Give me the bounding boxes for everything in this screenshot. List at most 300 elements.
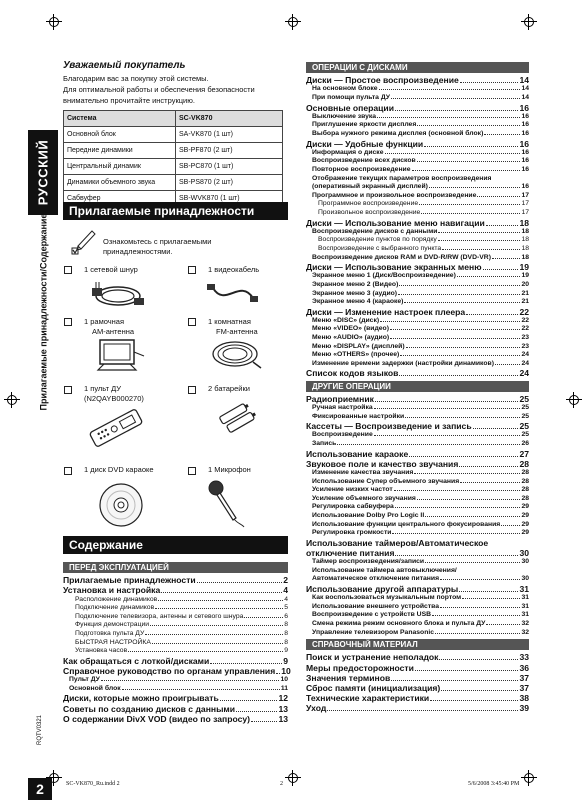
toc-leader (391, 680, 518, 681)
toc-entry-page: 8 (284, 621, 288, 629)
toc-entry (306, 139, 529, 149)
toc-entry-page: 16 (521, 157, 529, 165)
toc-entry-page: 31 (521, 611, 529, 619)
toc-entry-title: Меню «DISPLAY» (дисплей) (312, 342, 405, 350)
toc-leader (390, 329, 520, 330)
toc-entry (306, 538, 529, 548)
toc-leader (236, 711, 277, 712)
toc-entry-title: Меню «AUDIO» (аудио) (312, 334, 390, 342)
toc-entry-title: Меню «DISC» (диск) (312, 316, 380, 324)
toc-entry-title: Значения терминов (306, 672, 391, 683)
toc-entry (306, 693, 529, 703)
toc-entry-title: Использование Супер объемного звучания (312, 477, 460, 485)
toc-entry-page: 23 (521, 334, 529, 342)
toc-entry-page: 31 (521, 602, 529, 610)
toc-entry (306, 281, 529, 290)
table-row: Основной блок SA-VK870 (1 шт) (64, 127, 283, 143)
toc-entry-page: 25 (521, 431, 529, 439)
toc-entry (306, 368, 529, 378)
toc-entry (63, 630, 288, 639)
toc-entry (306, 298, 529, 307)
checkbox[interactable] (64, 266, 72, 274)
toc-entry-title: Воспроизведение всех дисков (312, 157, 416, 165)
footer-date: 5/6/2008 3:45:40 PM (468, 781, 520, 787)
toc-entry (306, 103, 529, 113)
toc-entry-page: 21 (521, 298, 529, 306)
toc-entry-title: Регулировка сабвуфера (312, 503, 394, 511)
toc-leader (501, 525, 520, 526)
checkbox[interactable] (64, 386, 72, 394)
accessory-label: 1 видеокабель (208, 265, 260, 274)
toc-entry-title: Уход (306, 703, 327, 714)
toc-entry (63, 656, 288, 666)
toc-entry-title: Ручная настройка (312, 404, 373, 412)
checkbox[interactable] (64, 467, 72, 475)
toc-entry (306, 469, 529, 478)
toc-leader (395, 555, 518, 556)
toc-leader (459, 466, 518, 467)
toc-entry-title: Звуковое поле и качество звучания (306, 458, 459, 469)
toc-entry-page: 18 (521, 227, 529, 235)
toc-entry-title: Воспроизведение дисков RAM и DVD-R/RW (DVD-VR) (312, 253, 491, 261)
toc-entry-page: 31 (519, 583, 529, 594)
toc-leader (466, 314, 518, 315)
toc-entry-page: 17 (521, 200, 529, 208)
toc-leader (150, 625, 283, 626)
accessories-note: Ознакомьтесь с прилагаемыми принадлежностями. (103, 237, 212, 256)
toc-entry-page: 18 (519, 217, 529, 228)
toc-entry (306, 94, 529, 103)
toc-leader (128, 651, 283, 652)
toc-entry-title: (оперативный экранный дисплей) (312, 183, 428, 191)
toc-entry-page: 32 (521, 619, 529, 627)
toc-entry-page: 26 (521, 440, 529, 448)
checkbox[interactable] (188, 386, 196, 394)
toc-entry (306, 175, 529, 184)
toc-entry-title: Пульт ДУ (69, 676, 100, 684)
toc-entry (306, 75, 529, 85)
table-row: Центральный динамик SB-PC870 (1 шт) (64, 159, 283, 175)
toc-entry-page: 18 (521, 236, 529, 244)
toc-entry-page: 2 (283, 575, 288, 586)
toc-entry-page: 24 (521, 351, 529, 359)
crop-mark (285, 14, 301, 30)
toc-leader (435, 633, 520, 634)
toc-entry-title: Справочное руководство по органам управления (63, 665, 276, 676)
toc-entry-title: Основной блок (69, 684, 121, 692)
toc-entry-page: 22 (521, 316, 529, 324)
document-code: RQTV0321 (37, 714, 44, 746)
toc-entry (63, 613, 288, 622)
toc-entry (306, 236, 529, 245)
toc-entry-page: 14 (519, 75, 529, 86)
toc-entry-title: Воспроизведение с выбранного пункта (318, 244, 442, 252)
toc-entry-page: 25 (521, 404, 529, 412)
toc-entry-title: Технические характеристики (306, 693, 430, 704)
toc-leader (457, 276, 521, 277)
section-header: ДРУГИЕ ОПЕРАЦИИ (306, 381, 529, 392)
toc-entry-page: 8 (284, 638, 288, 646)
toc-entry-title: Список кодов языков (306, 368, 399, 379)
toc-entry-page: 23 (521, 342, 529, 350)
toc-entry (306, 478, 529, 487)
toc-entry-title: Информация о диске (312, 148, 384, 156)
toc-entry (306, 459, 529, 469)
toc-entry-page: 29 (521, 512, 529, 520)
toc-leader (210, 663, 282, 664)
accessory-label: 1 Микрофон (208, 465, 251, 474)
toc-entry (63, 665, 291, 676)
toc-entry (306, 218, 529, 228)
toc-leader (477, 196, 520, 197)
toc-entry-title: Произвольное воспроизведение (318, 208, 421, 216)
toc-entry (306, 228, 529, 237)
toc-entry-page: 37 (519, 672, 529, 683)
toc-entry-page: 10 (281, 665, 291, 676)
toc-entry-title: отключение питания (306, 548, 395, 558)
toc-entry (306, 192, 529, 201)
video-cable-icon (205, 278, 260, 310)
toc-entry (306, 394, 529, 404)
toc-entry-page: 18 (521, 253, 529, 261)
toc-entry-page: 18 (521, 244, 529, 252)
toc-entry (63, 685, 288, 694)
toc-entry-page: 21 (521, 289, 529, 297)
toc-leader (460, 482, 520, 483)
toc-entry-title: Использование внешнего устройства (312, 602, 440, 610)
toc-entry (306, 512, 529, 521)
accessory-label: 1 рамочная АМ-антенна (84, 317, 135, 336)
toc-leader (425, 516, 520, 517)
toc-entry (306, 558, 529, 567)
toc-entry-title: Выключение звука (312, 112, 377, 120)
toc-entry-page: 19 (521, 272, 529, 280)
greeting-text: Благодарим вас за покупку этой системы. Для оптимальной работы и обеспечения безопасности внимательно прочитайте инструкцию. (63, 74, 255, 105)
toc-leader (390, 338, 520, 339)
toc-entry-title: Советы по созданию дисков с данными (63, 703, 236, 714)
toc-entry-page: 14 (521, 85, 529, 93)
pencil-check-icon (70, 228, 96, 256)
greeting-title: Уважаемый покупатель (63, 60, 186, 71)
toc-entry-title: Экранное меню 1 (Диск/Воспроизведение) (312, 272, 456, 280)
toc-entry-title: Воспроизведение (312, 431, 373, 439)
toc-entry-title: Фиксированные настройки (312, 412, 405, 420)
toc-entry-page: 9 (283, 655, 288, 666)
toc-entry (306, 317, 529, 326)
toc-entry (306, 166, 529, 175)
toc-entry-title: Диски — Изменение настроек плеера (306, 306, 466, 317)
system-table (63, 110, 283, 207)
toc-entry (63, 585, 288, 595)
toc-leader (379, 89, 521, 90)
section-header: СПРАВОЧНЫЙ МАТЕРИАЛ (306, 639, 529, 650)
toc-entry (306, 431, 529, 440)
crop-mark (4, 392, 20, 408)
toc-leader (220, 700, 278, 701)
toc-entry-title: Таймер воспроизведения/записи (312, 558, 425, 566)
toc-left (63, 560, 291, 724)
toc-entry-page: 39 (519, 703, 529, 714)
checkbox[interactable] (188, 467, 196, 475)
toc-leader (374, 408, 521, 409)
toc-entry-title: На основном блоке (312, 85, 378, 93)
toc-entry-title: Экранное меню 4 (караоке) (312, 298, 404, 306)
checkbox[interactable] (188, 266, 196, 274)
toc-leader (406, 347, 521, 348)
toc-entry-title: Радиоприемник (306, 393, 374, 404)
toc-leader (419, 204, 520, 205)
toc-entry-title: Запись (312, 440, 337, 448)
toc-leader (459, 591, 518, 592)
toc-leader (197, 582, 283, 583)
toc-entry (306, 334, 529, 343)
toc-leader (400, 355, 520, 356)
toc-entry-page: 10 (280, 676, 288, 684)
toc-entry (306, 149, 529, 158)
toc-entry-title: Усиление низких частот (312, 486, 393, 494)
toc-entry (306, 575, 529, 584)
toc-entry (306, 529, 529, 538)
toc-entry-title: Подключение телевизора, антенны и сетевого шнура (75, 612, 244, 620)
toc-entry-page: 30 (521, 558, 529, 566)
toc-entry-title: Программное воспроизведение (318, 200, 419, 208)
toc-entry-title: Использование функции центрального фокусирования (312, 520, 501, 528)
toc-entry (306, 620, 529, 629)
toc-entry (306, 486, 529, 495)
accessories-heading: Прилагаемые принадлежности (63, 202, 288, 220)
toc-leader (417, 499, 521, 500)
toc-entry-page: 17 (521, 191, 529, 199)
toc-entry (306, 113, 529, 122)
toc-entry-page: 29 (521, 503, 529, 511)
toc-entry-page: 17 (521, 208, 529, 216)
toc-entry-page: 16 (521, 129, 529, 137)
toc-entry (306, 611, 529, 620)
toc-leader (251, 721, 277, 722)
crop-mark (285, 770, 301, 786)
toc-leader (417, 125, 520, 126)
toc-leader (155, 608, 283, 609)
toc-entry (63, 714, 288, 724)
toc-entry-page: 19 (519, 262, 529, 273)
toc-entry-title: Поиск и устранение неполадок (306, 652, 439, 663)
toc-entry (63, 604, 288, 613)
toc-entry-title: При помощи пульта ДУ (312, 94, 391, 101)
toc-leader (276, 673, 280, 674)
section-header: ПЕРЕД ЭКСПЛУАТАЦИЕЙ (63, 562, 288, 573)
toc-entry-title: Воспроизведение пунктов по порядку (318, 236, 437, 244)
toc-entry-title: Управление телевизором Panasonic (312, 628, 435, 636)
toc-leader (244, 617, 283, 618)
toc-entry-title: Диски, которые можно проигрывать (63, 693, 219, 704)
toc-leader (442, 249, 520, 250)
crop-mark (566, 392, 582, 408)
toc-entry (306, 121, 529, 130)
toc-entry-title: Регулировка громкости (312, 529, 392, 537)
toc-entry-page: 28 (521, 494, 529, 502)
toc-leader (327, 710, 518, 711)
language-tab-label: РУССКИЙ (35, 139, 51, 206)
toc-entry-title: Изменение времени задержки (настройки динамиков) (312, 359, 494, 367)
microphone-icon (206, 478, 246, 528)
remote-control-icon (86, 408, 146, 448)
toc-leader (441, 690, 518, 691)
toc-entry-title: Экранное меню 3 (аудио) (312, 289, 398, 297)
toc-entry (306, 413, 529, 422)
toc-entry-page: 27 (519, 448, 529, 459)
toc-entry-page: 25 (519, 421, 529, 432)
toc-leader (374, 435, 521, 436)
toc-leader (392, 533, 520, 534)
toc-leader (152, 643, 283, 644)
toc-leader (440, 579, 520, 580)
toc-entry (306, 183, 529, 192)
toc-entry (306, 360, 529, 369)
toc-entry-title: Как воспользоваться музыкальным портом (312, 594, 462, 602)
toc-leader (425, 562, 520, 563)
toc-entry-title: Установка и настройка (63, 585, 161, 596)
toc-entry (63, 575, 288, 585)
toc-entry-page: 16 (521, 121, 529, 129)
toc-entry-title: БЫСТРАЯ НАСТРОЙКА (75, 638, 151, 646)
toc-entry-page: 16 (521, 148, 529, 156)
accessory-label: 1 комнатная FM-антенна (208, 317, 258, 336)
accessory-label: 1 диск DVD караоке (84, 465, 154, 474)
toc-entry (306, 673, 529, 683)
toc-leader (375, 401, 519, 402)
toc-entry-title: Смена режима режим основного блока и пульта ДУ (312, 619, 486, 627)
toc-entry (306, 262, 529, 272)
toc-entry (63, 647, 288, 656)
toc-entry-title: Меры предосторожности (306, 662, 414, 673)
toc-entry-title: Использование Dolby Pro Logic II (312, 512, 425, 520)
toc-leader (439, 659, 518, 660)
toc-entry (306, 343, 529, 352)
toc-leader (483, 269, 519, 270)
toc-entry-title: Прилагаемые принадлежности (63, 575, 196, 586)
toc-entry-page: 37 (519, 682, 529, 693)
toc-entry (306, 503, 529, 512)
toc-entry-title: Сброс памяти (инициализация) (306, 682, 441, 693)
table-row: Сабвуфер SB-WVK870 (1 шт) (64, 191, 283, 207)
toc-entry-page: 14 (521, 94, 529, 101)
toc-right (306, 62, 529, 714)
toc-entry-title: Отображение текущих параметров воспроизведения (312, 174, 492, 182)
toc-entry (63, 621, 288, 630)
accessory-label: 1 пульт ДУ (N2QAYB000270) (84, 384, 144, 403)
toc-leader (492, 258, 520, 259)
table-row: Динамики объемного звука SB-PS870 (2 шт) (64, 175, 283, 191)
section-caption: Прилагаемые принадлежности/Содержание (38, 213, 48, 411)
toc-entry (306, 421, 529, 431)
toc-entry-title: Использование другой аппаратуры (306, 583, 459, 594)
toc-leader (145, 634, 283, 635)
accessory-label: 2 батарейки (208, 384, 250, 393)
toc-leader (484, 134, 520, 135)
toc-entry-title: Программное и произвольное воспроизведение (312, 191, 477, 199)
toc-entry-page: 28 (521, 486, 529, 494)
toc-entry (306, 254, 529, 263)
toc-entry-page: 28 (521, 469, 529, 477)
toc-entry-title: Диски — Удобные функции (306, 138, 424, 149)
toc-entry-page: 28 (519, 458, 529, 469)
toc-entry (306, 351, 529, 360)
toc-entry-page: 16 (521, 112, 529, 120)
toc-entry-title: Меню «VIDEO» (видео) (312, 325, 389, 333)
toc-leader (158, 600, 283, 601)
toc-entry-page: 16 (519, 138, 529, 149)
toc-leader (404, 302, 520, 303)
toc-entry-page: 16 (521, 165, 529, 173)
toc-entry-title: Использование таймеров/Автоматическое (306, 537, 489, 548)
toc-leader (395, 110, 518, 111)
toc-entry-page: 8 (284, 629, 288, 637)
checkbox[interactable] (64, 318, 72, 326)
toc-entry-title: Усиление объемного звучания (312, 494, 416, 502)
toc-leader (122, 689, 280, 690)
toc-entry (306, 521, 529, 530)
toc-leader (438, 240, 521, 241)
toc-entry-page: 9 (284, 647, 288, 655)
toc-entry (63, 676, 288, 685)
crop-mark (521, 14, 537, 30)
toc-entry-page: 4 (283, 585, 288, 596)
toc-entry (63, 596, 288, 605)
checkbox[interactable] (188, 318, 196, 326)
toc-entry (306, 567, 529, 576)
toc-entry-page: 25 (521, 412, 529, 420)
toc-entry (306, 209, 529, 218)
toc-entry-page: 29 (521, 520, 529, 528)
toc-leader (161, 592, 282, 593)
toc-leader (414, 473, 520, 474)
toc-entry-title: Диски — Использование экранных меню (306, 262, 482, 273)
toc-leader (385, 153, 521, 154)
toc-entry (306, 629, 529, 638)
toc-entry-page: 4 (284, 595, 288, 603)
toc-leader (424, 146, 518, 147)
toc-entry-title: Диски — Простое воспроизведение (306, 75, 459, 86)
toc-leader (412, 170, 521, 171)
toc-leader (394, 490, 521, 491)
toc-leader (380, 321, 520, 322)
toc-entry-title: Меню «OTHERS» (прочее) (312, 351, 400, 359)
toc-leader (415, 670, 519, 671)
toc-entry (306, 663, 529, 673)
page-number: 2 (28, 778, 52, 800)
toc-entry-title: Кассеты — Воспроизведение и запись (306, 421, 472, 432)
toc-entry-title: Установка часов (75, 647, 128, 655)
toc-entry-page: 24 (519, 368, 529, 379)
toc-entry-page: 16 (521, 183, 529, 191)
contents-heading: Содержание (63, 536, 288, 554)
dvd-disc-icon (98, 482, 144, 528)
toc-entry (306, 325, 529, 334)
toc-entry-page: 36 (519, 662, 529, 673)
crop-mark (46, 14, 62, 30)
toc-leader (337, 444, 520, 445)
toc-entry-page: 30 (519, 548, 529, 558)
toc-entry-title: Подключение динамиков (75, 604, 155, 612)
toc-entry-title: Автоматическое отключение питания (312, 575, 440, 583)
table-row: Передние динамики SB-PF870 (2 шт) (64, 143, 283, 159)
toc-entry-title: О содержании DivX VOD (видео по запросу) (63, 713, 251, 724)
toc-leader (399, 375, 518, 376)
toc-entry-page: 6 (284, 612, 288, 620)
toc-entry-title: Воспроизведение дисков с данными (312, 227, 438, 235)
toc-entry-page: 38 (519, 693, 529, 704)
toc-leader (409, 456, 518, 457)
